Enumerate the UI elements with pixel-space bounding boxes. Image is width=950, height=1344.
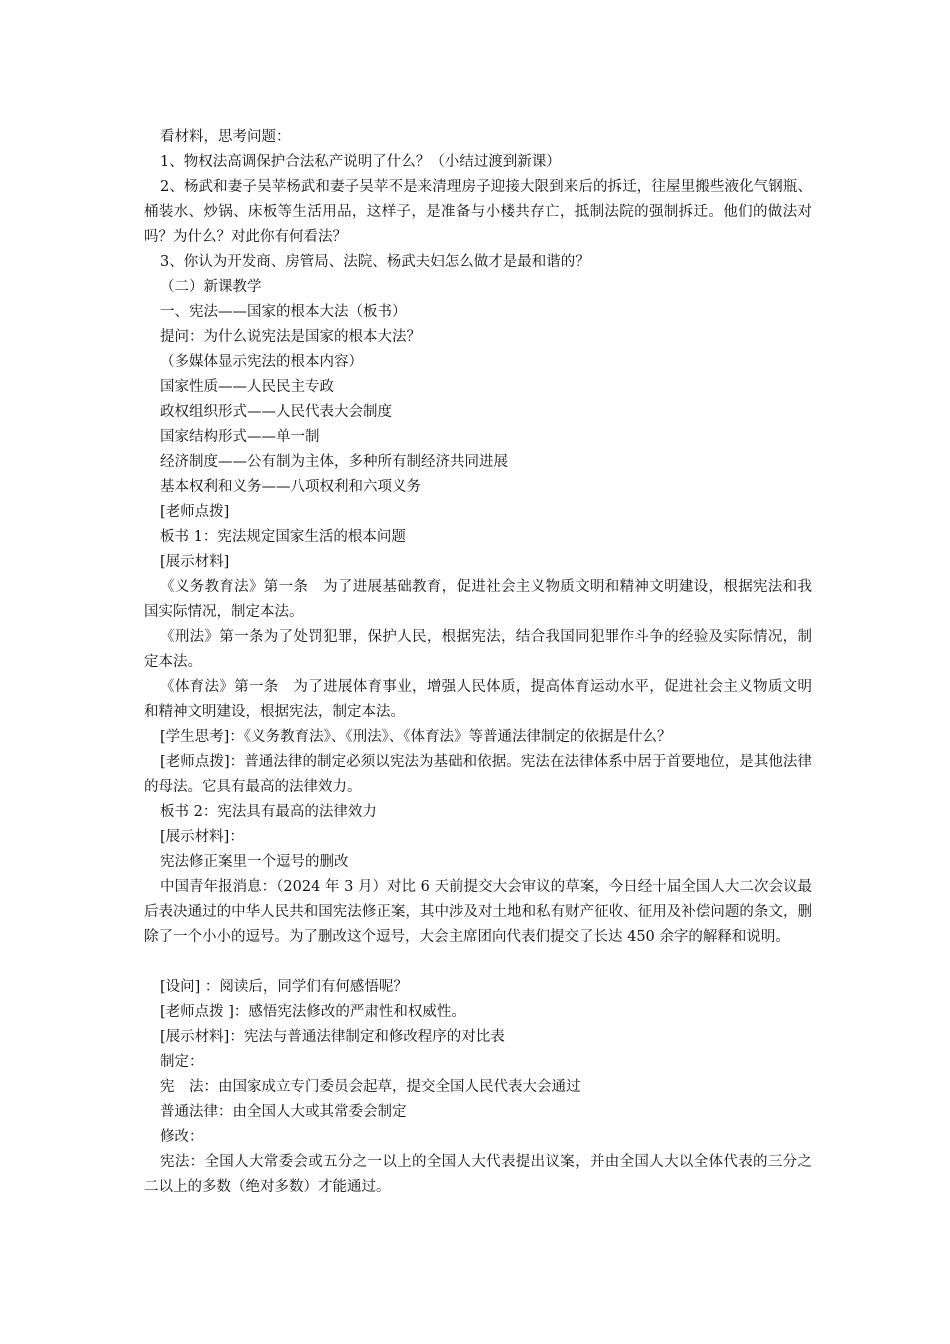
paragraph: 板书 1：宪法规定国家生活的根本问题 — [160, 529, 406, 545]
paragraph: 宪 法：由国家成立专门委员会起草，提交全国人民代表大会通过 — [160, 1079, 581, 1095]
paragraph: 制定： — [160, 1054, 204, 1070]
paragraph: 《刑法》第一条为了处罚犯罪，保护人民，根据宪法，结合我国同犯罪作斗争的经验及实际情况，制定本法。 — [144, 629, 812, 670]
paragraph: 宪法修正案里一个逗号的删改 — [160, 854, 349, 870]
paragraph: 国家性质——人民民主专政 — [160, 379, 334, 395]
paragraph: [老师点拨 ]：感悟宪法修改的严肃性和权威性。 — [160, 1004, 466, 1020]
paragraph: 3、你认为开发商、房管局、法院、杨武夫妇怎么做才是最和谐的？ — [160, 254, 590, 270]
paragraph: 政权组织形式——人民代表大会制度 — [160, 404, 392, 420]
section-heading: 一、宪法——国家的根本大法（板书） — [160, 304, 407, 320]
paragraph: [展示材料]： — [160, 829, 244, 845]
paragraph: 《体育法》第一条 为了进展体育事业，增强人民体质，提高体育运动水平，促进社会主义物质文明和精神文明建设，根据宪法，制定本法。 — [144, 679, 812, 720]
paragraph: [学生思考]：《义务教育法》、《刑法》、《体育法》等普通法律制定的依据是什么？ — [160, 729, 672, 745]
paragraph: （多媒体显示宪法的根本内容） — [160, 354, 363, 370]
paragraph: 2、杨武和妻子吴苹杨武和妻子吴苹不是来清理房子迎接大限到来后的拆迁，往屋里搬些液化气钢瓶、桶装水、炒锅、床板等生活用品，这样子，是准备与小楼共存亡，抵制法院的强制拆迁。他们的做法对吗？为什么？对此你有何看法？ — [144, 179, 812, 245]
paragraph: [老师点拨]：普通法律的制定必须以宪法为基础和依据。宪法在法律体系中居于首要地位，是其他法律的母法。它具有最高的法律效力。 — [144, 754, 812, 795]
paragraph: 中国青年报消息：（2024 年 3 月）对比 6 天前提交大会审议的草案，今日经十届全国人大二次会议最后表决通过的中华人民共和国宪法修正案，其中涉及对土地和私有财产征收、征用及补偿问题的条文，删除了一个小小的逗号。为了删改这个逗号，大会主席团向代表们提交了长达 450 余字的解释和说明。 — [144, 879, 812, 945]
paragraph: [展示材料]：宪法与普通法律制定和修改程序的对比表 — [160, 1029, 505, 1045]
paragraph: [展示材料] — [160, 554, 230, 570]
paragraph: 修改： — [160, 1129, 204, 1145]
section-heading: （二）新课教学 — [160, 279, 262, 295]
paragraph: 《义务教育法》第一条 为了进展基础教育，促进社会主义物质文明和精神文明建设，根据宪法和我国实际情况，制定本法。 — [144, 579, 812, 620]
paragraph: 基本权利和义务——八项权利和六项义务 — [160, 479, 421, 495]
paragraph: 板书 2：宪法具有最高的法律效力 — [160, 804, 377, 820]
document-body — [144, 125, 812, 1200]
paragraph: 看材料，思考问题： — [160, 129, 291, 145]
paragraph: [老师点拨] — [160, 504, 230, 520]
paragraph: 1、物权法高调保护合法私产说明了什么？（小结过渡到新课） — [160, 154, 561, 170]
paragraph: 提问：为什么说宪法是国家的根本大法？ — [160, 329, 421, 345]
paragraph: 普通法律：由全国人大或其常委会制定 — [160, 1104, 407, 1120]
paragraph: [设问] ：阅读后，同学们有何感悟呢？ — [160, 979, 408, 995]
paragraph: 国家结构形式——单一制 — [160, 429, 320, 445]
paragraph: 宪法：全国人大常委会或五分之一以上的全国人大代表提出议案，并由全国人大以全体代表的三分之二以上的多数（绝对多数）才能通过。 — [144, 1154, 812, 1195]
paragraph: 经济制度——公有制为主体，多种所有制经济共同进展 — [160, 454, 508, 470]
